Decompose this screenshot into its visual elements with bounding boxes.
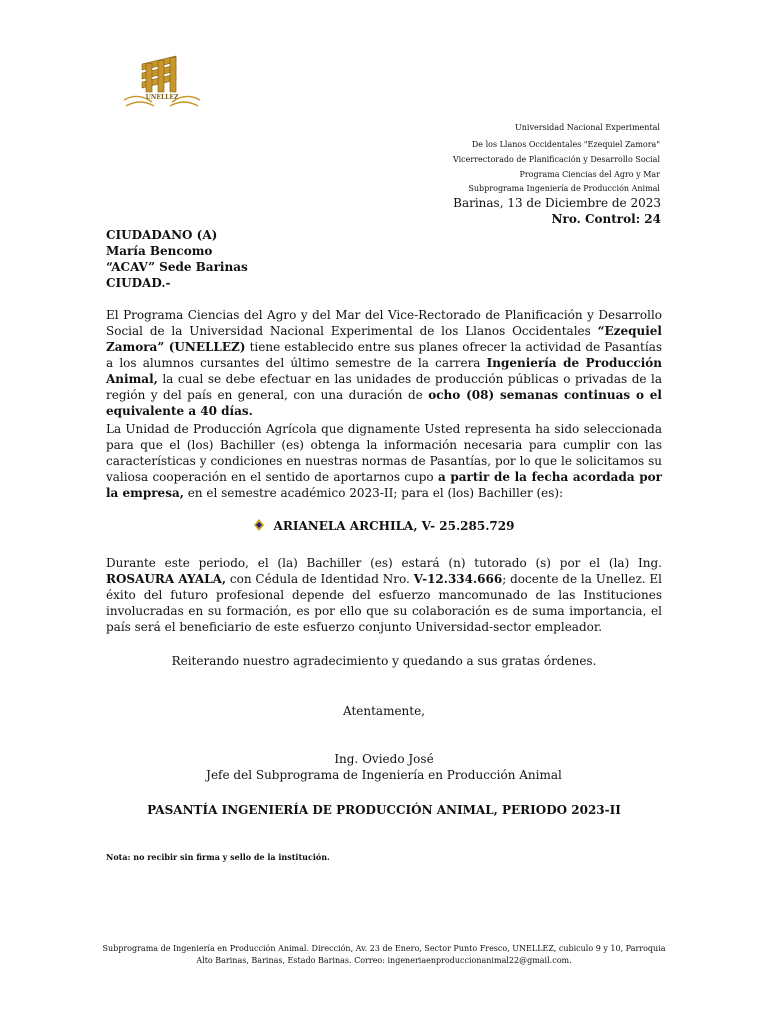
p3-bold-id: V-12.334.666 [413, 572, 503, 586]
paragraph-tutor [106, 555, 662, 635]
header-line-1: Universidad Nacional Experimental [514, 123, 660, 132]
signer-title: Jefe del Subprograma de Ingeniería en Producción Animal [206, 768, 562, 782]
footer-line-2: Alto Barinas, Barinas, Estado Barinas. Correo: ingeneriaenproduccionanimal22@gmail.com. [196, 956, 572, 965]
letter-date: Barinas, 13 de Diciembre de 2023 [453, 196, 661, 210]
thanks-line: Reiterando nuestro agradecimiento y quedando a sus gratas órdenes. [171, 654, 597, 668]
header-line-4: Programa Ciencias del Agro y Mar [519, 170, 660, 179]
paragraph-request [106, 421, 662, 501]
p2-text-2: en el semestre académico 2023-II; para el (los) Bachiller (es): [183, 486, 564, 500]
p1-text-1: El Programa Ciencias del Agro y del Mar del Vice-Rectorado de Planificación y Desarrollo Social de la Universidad Nacional Experimental de los Llanos Occidentales [106, 308, 662, 338]
note: Nota: no recibir sin firma y sello de la institución. [106, 852, 330, 862]
p3-text-3: ; docente de la Unellez. El éxito del futuro profesional depende del esfuerzo mancomunado de las Instituciones involucradas en su formación, es por ello que su colaboración es de suma importancia, el país será el beneficiario de este esfuerzo conjunto Universidad-sector empleador. [106, 572, 662, 634]
paragraph-intro [106, 307, 662, 419]
footer [100, 943, 668, 967]
student-line [0, 519, 768, 534]
header-line-3: Vicerrectorado de Planificación y Desarrollo Social [452, 155, 660, 164]
addressee [106, 227, 248, 291]
unellez-logo [118, 52, 206, 118]
arrow-bullet-icon [254, 519, 264, 534]
p1-text-3: la cual se debe efectuar en las unidades de producción públicas o privadas de la región y del país en general, con una duración de [106, 372, 662, 402]
p1-bold-duration: ocho (08) semanas continuas o el equivalente a 40 días. [106, 388, 662, 418]
p3-text-2: con Cédula de Identidad Nro. [226, 572, 414, 586]
student-name: ARIANELA ARCHILA, V- 25.285.729 [273, 519, 515, 533]
logo-text: UNELLEZ [145, 94, 179, 101]
program-title: PASANTÍA INGENIERÍA DE PRODUCCIÓN ANIMAL, PERIODO 2023-II [147, 803, 621, 817]
signer-name: Ing. Oviedo José [334, 752, 434, 766]
addressee-name: María Bencomo [106, 244, 213, 258]
p3-text-1: Durante este periodo, el (la) Bachiller (es) estará (n) tutorado (s) por el (la) Ing. [106, 556, 662, 570]
p2-text-1: La Unidad de Producción Agrícola que dignamente Usted representa ha sido seleccionada para que el (los) Bachiller (es) obtenga la información necesaria para cumplir con las características y condiciones en nuestras normas de Pasantías, por lo que le solicitamos su valiosa cooperación en el sentido de aportarnos cupo [106, 422, 662, 484]
p1-bold-career: Ingeniería de Producción Animal, [106, 356, 662, 386]
regards-line: Atentamente, [342, 704, 426, 718]
addressee-city: CIUDAD.- [106, 276, 171, 290]
addressee-org: “ACAV” Sede Barinas [106, 260, 248, 274]
header-line-2: De los Llanos Occidentales "Ezequiel Zamora" [471, 140, 660, 149]
header-line-5: Subprograma Ingeniería de Producción Animal [468, 184, 660, 193]
footer-line-1: Subprograma de Ingeniería en Producción Animal. Dirección, Av. 23 de Enero, Sector Punto Fresco, UNELLEZ, cubiculo 9 y 10, Parroquia [102, 944, 666, 953]
p3-bold-tutor: ROSAURA AYALA, [106, 572, 227, 586]
p1-text-2: tiene establecido entre sus planes ofrecer la actividad de Pasantías a los alumnos cursantes del último semestre de la carrera [106, 340, 663, 370]
control-number: Nro. Control: 24 [551, 212, 661, 226]
p2-bold-date: a partir de la fecha acordada por la empresa, [106, 470, 662, 500]
addressee-title: CIUDADANO (A) [106, 228, 218, 242]
p1-bold-unellez: “Ezequiel Zamora” (UNELLEZ) [106, 324, 662, 354]
